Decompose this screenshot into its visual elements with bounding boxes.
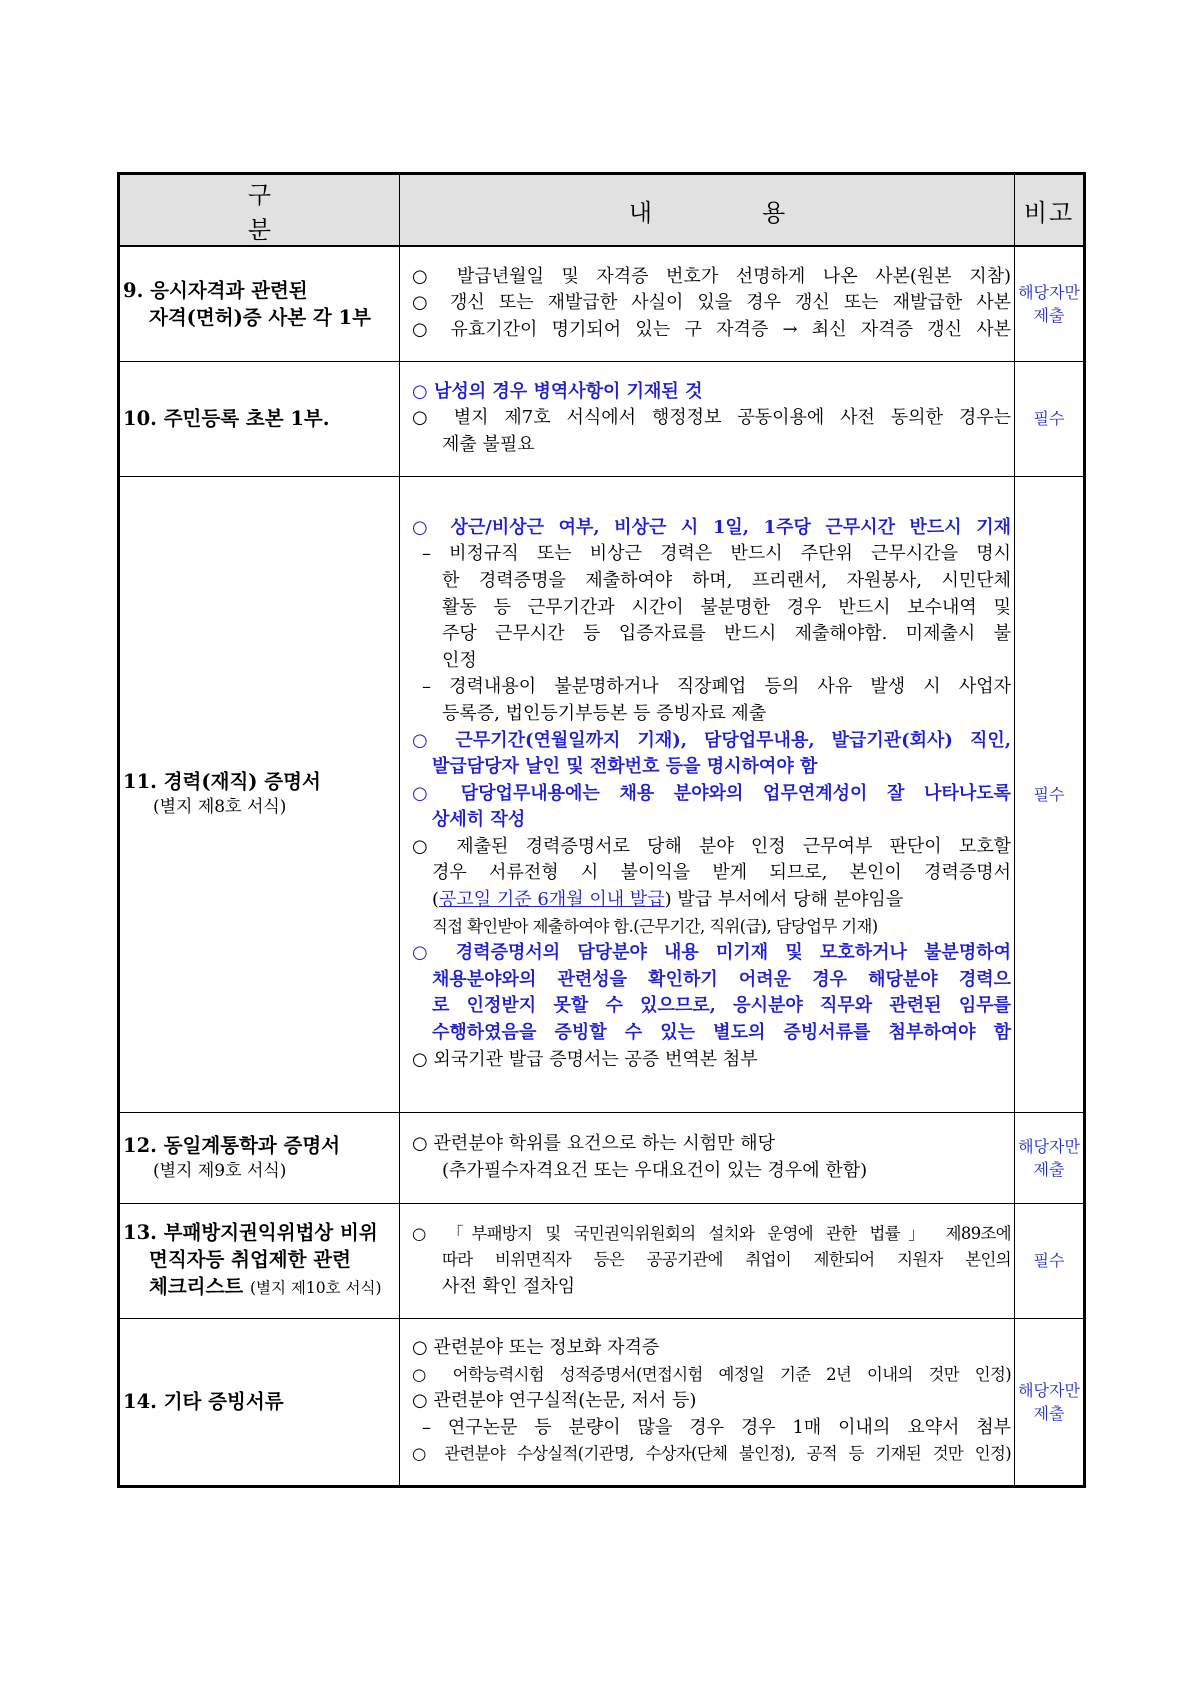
category-cell — [119, 1318, 400, 1486]
content-line: 수행하였음을 증빙할 수 있는 별도의 증빙서류를 첨부하여야 함 — [432, 1022, 1011, 1044]
content-line: ○ 담당업무내용에는 채용 분야와의 업무연계성이 잘 나타나도록 — [412, 782, 1011, 804]
header-category: 구분 — [119, 174, 400, 247]
category-title: 10. 주민등록 초본 1부. — [123, 407, 330, 430]
content-line: ○ 유효기간이 명기되어 있는 구 자격증 → 최신 자격증 갱신 사본 — [412, 319, 1011, 341]
content-line: ○ 갱신 또는 재발급한 사실이 있을 경우 갱신 또는 재발급한 사본 — [412, 292, 1011, 314]
note-text: 해당자만 — [1018, 1380, 1080, 1400]
note-text: 필수 — [1033, 1251, 1065, 1270]
category-cell — [119, 361, 400, 476]
note-text: 필수 — [1033, 409, 1065, 428]
content-line: 등록증, 법인등기부등본 등 증빙자료 제출 — [442, 702, 767, 724]
content-line: ○ 경력증명서의 담당분야 내용 미기재 및 모호하거나 불분명하여 — [412, 942, 1011, 964]
content-line: 인정 — [442, 649, 477, 671]
content-line: 로 인정받지 못할 수 있으므로, 응시분야 직무와 관련된 임무를 — [432, 995, 1011, 1017]
content-cell — [400, 476, 1015, 1112]
content-line: ○ 「부패방지 및 국민권익위원회의 설치와 운영에 관한 법률」 제89조에 — [412, 1223, 1011, 1243]
content-line: – 연구논문 등 분량이 많을 경우 경우 1매 이내의 요약서 첨부 — [422, 1416, 1011, 1438]
category-title: 9. 응시자격과 관련된 — [123, 278, 308, 302]
category-cell — [119, 246, 400, 361]
content-line: 주당 근무시간 등 입증자료를 반드시 제출해야함. 미제출시 불 — [442, 623, 1011, 645]
note-cell — [1015, 1318, 1085, 1486]
table-header-row — [119, 174, 1085, 247]
category-cell — [119, 1112, 400, 1203]
category-title: 13. 부패방지권익위법상 비위 — [123, 1221, 378, 1244]
category-title — [123, 1273, 395, 1302]
content-line: (추가필수자격요건 또는 우대요건이 있는 경우에 한함) — [442, 1159, 868, 1181]
content-line — [412, 887, 1011, 914]
table-row — [119, 476, 1085, 1112]
category-title: 12. 동일계통학과 증명서 — [123, 1133, 341, 1157]
note-cell — [1015, 1203, 1085, 1318]
content-text: ) 발급 부서에서 당해 분야임을 — [664, 889, 904, 911]
content-line: 활동 등 근무기간과 시간이 불분명한 경우 반드시 보수내역 및 — [442, 596, 1011, 618]
category-title: 11. 경력(재직) 증명서 — [123, 770, 321, 793]
content-line: ○ 발급년월일 및 자격증 번호가 선명하게 나온 사본(원본 지참) — [412, 265, 1011, 287]
category-cell — [119, 1203, 400, 1318]
table-row — [119, 1318, 1085, 1486]
table-row — [119, 1203, 1085, 1318]
table-row — [119, 246, 1085, 361]
document-table — [117, 172, 1086, 1488]
note-text: 제출 — [1033, 1159, 1065, 1179]
content-line: ○ 관련분야 연구실적(논문, 저서 등) — [412, 1390, 697, 1412]
content-line: ○ 제출된 경력증명서로 당해 분야 인정 근무여부 판단이 모호할 — [412, 835, 1011, 857]
category-title-text: 체크리스트 — [149, 1275, 244, 1298]
content-line: ○ 남성의 경우 병역사항이 기재된 것 — [412, 380, 703, 402]
content-cell — [400, 1112, 1015, 1203]
note-cell — [1015, 476, 1085, 1112]
content-cell — [400, 1203, 1015, 1318]
content-line: ○ 어학능력시험 성적증명서(면접시험 예정일 기준 2년 이내의 것만 인정) — [412, 1364, 1011, 1384]
table-row — [119, 361, 1085, 476]
content-line: 채용분야와의 관련성을 확인하기 어려운 경우 해당분야 경력으 — [432, 968, 1011, 990]
content-line: ○ 관련분야 학위를 요건으로 하는 시험만 해당 — [412, 1132, 776, 1154]
content-line: ○ 외국기관 발급 증명서는 공증 번역본 첨부 — [412, 1048, 758, 1070]
category-subtitle: (별지 제8호 서식) — [153, 797, 287, 817]
content-line: 발급담당자 날인 및 전화번호 등을 명시하여야 함 — [432, 756, 818, 778]
header-content: 내용 — [400, 174, 1015, 247]
note-text: 해당자만 — [1018, 282, 1080, 302]
content-line: 직접 확인받아 제출하여야 함.(근무기간, 직위(급), 담당업무 기재) — [432, 916, 878, 936]
note-cell — [1015, 361, 1085, 476]
category-form-ref: (별지 제10호 서식) — [249, 1279, 382, 1297]
content-line: ○ 관련분야 또는 정보화 자격증 — [412, 1337, 660, 1359]
category-subtitle: (별지 제9호 서식) — [153, 1160, 287, 1181]
category-title: 면직자등 취업제한 관련 — [149, 1248, 351, 1271]
header-note: 비고 — [1015, 174, 1085, 247]
content-line: 사전 확인 절차임 — [442, 1275, 576, 1297]
category-cell — [119, 476, 400, 1112]
content-line: 따라 비위면직자 등은 공공기관에 취업이 제한되어 지원자 본인의 — [442, 1250, 1011, 1270]
content-line: 상세히 작성 — [432, 809, 526, 831]
content-cell — [400, 1318, 1015, 1486]
content-line: ○ 별지 제7호 서식에서 행정정보 공동이용에 사전 동의한 경우는 — [412, 407, 1011, 429]
note-text: 필수 — [1033, 784, 1065, 804]
category-title: 14. 기타 증빙서류 — [123, 1390, 284, 1413]
note-text: 제출 — [1033, 1403, 1065, 1423]
content-line: ○ 상근/비상근 여부, 비상근 시 1일, 1주당 근무시간 반드시 기재 — [412, 516, 1011, 538]
content-line: 제출 불필요 — [442, 433, 535, 455]
note-text: 제출 — [1033, 305, 1065, 325]
note-cell — [1015, 246, 1085, 361]
note-text: 해당자만 — [1018, 1136, 1080, 1156]
content-line: ○ 근무기간(연월일까지 기재), 담당업무내용, 발급기관(회사) 직인, — [412, 729, 1011, 751]
table-row — [119, 1112, 1085, 1203]
content-cell — [400, 361, 1015, 476]
content-line: ○ 관련분야 수상실적(기관명, 수상자(단체 불인정), 공적 등 기재된 것만 인정) — [412, 1444, 1011, 1464]
highlight-text: 공고일 기준 6개월 이내 발급 — [439, 889, 665, 911]
category-title: 자격(면허)증 사본 각 1부 — [149, 305, 371, 329]
content-text: ( — [432, 889, 440, 911]
content-line: – 경력내용이 불분명하거나 직장폐업 등의 사유 발생 시 사업자 — [422, 676, 1011, 698]
content-line: – 비정규직 또는 비상근 경력은 반드시 주단위 근무시간을 명시 — [422, 543, 1011, 565]
content-line: 경우 서류전형 시 불이익을 받게 되므로, 본인이 경력증명서 — [432, 862, 1011, 884]
note-cell — [1015, 1112, 1085, 1203]
content-cell — [400, 246, 1015, 361]
content-line: 한 경력증명을 제출하여야 하며, 프리랜서, 자원봉사, 시민단체 — [442, 569, 1011, 591]
